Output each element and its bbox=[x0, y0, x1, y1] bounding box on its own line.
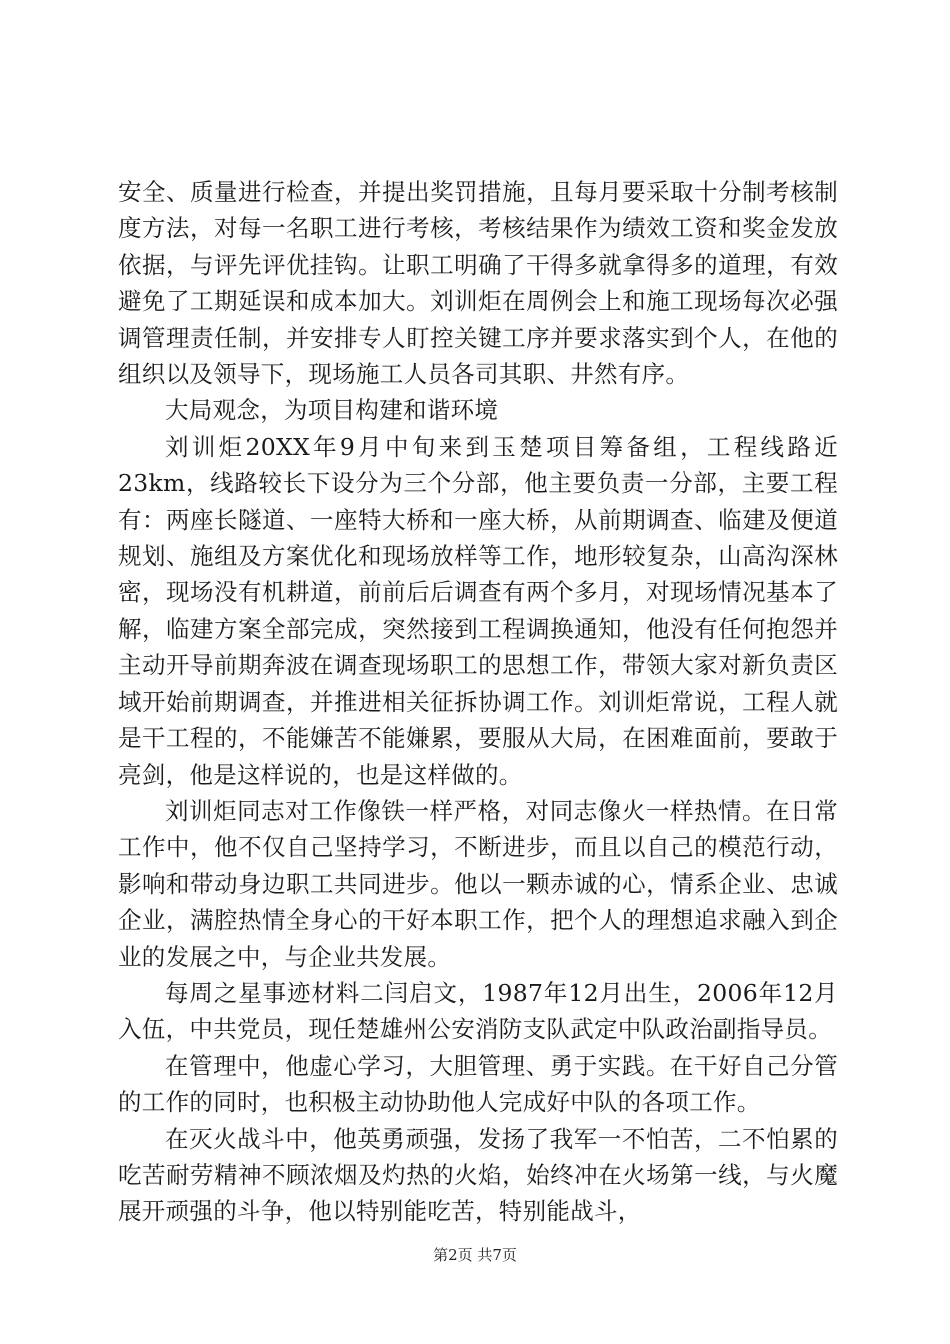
section-heading: 大局观念，为项目构建和谐环境 bbox=[165, 396, 499, 425]
paragraph-2: 刘训炬20XX年9月中旬来到玉楚项目筹备组，工程线路近23km，线路较长下设分为三个分部，他主要负责一分部，主要工程有：两座长隧道、一座特大桥和一座大桥，从前期调查、临建及便道规划、施组及方案优化和现场放样等工作，地形较复杂，山高沟深林密，现场没有机耕道，前前后后调查有两个多月，对现场情况基本了解，临建方案全部完成，突然接到工程调换通知，他没有任何抱怨并主动开导前期奔波在调查现场职工的思想工作，带领大家对新负责区域开始前期调查，并推进相关征拆协调工作。刘训炬常说，工程人就是干工程的，不能嫌苦不能嫌累，要服从大局，在困难面前，要敢于亮剑，他是这样说的，也是这样做的。 bbox=[118, 432, 838, 789]
paragraph-5: 在管理中，他虚心学习，大胆管理、勇于实践。在干好自己分管的工作的同时，也积极主动协助他人完成好中队的各项工作。 bbox=[118, 1051, 838, 1117]
paragraph-6: 在灭火战斗中，他英勇顽强，发扬了我军一不怕苦，二不怕累的吃苦耐劳精神不顾浓烟及灼热的火焰，始终冲在火场第一线，与火魔展开顽强的斗争，他以特别能吃苦，特别能战斗， bbox=[118, 1124, 838, 1226]
paragraph-4: 每周之星事迹材料二闫启文，1987年12月出生，2006年12月入伍，中共党员，现任楚雄州公安消防支队武定中队政治副指导员。 bbox=[118, 978, 838, 1044]
page-footer: 第2页 共7页 bbox=[433, 1246, 517, 1264]
document-body bbox=[118, 174, 838, 1230]
paragraph-3: 刘训炬同志对工作像铁一样严格，对同志像火一样热情。在日常工作中，他不仅自己坚持学习，不断进步，而且以自己的模范行动，影响和带动身边职工共同进步。他以一颗赤诚的心，情系企业、忠诚企业，满腔热情全身心的干好本职工作，把个人的理想追求融入到企业的发展之中，与企业共发展。 bbox=[118, 796, 838, 971]
paragraph-1: 安全、质量进行检查，并提出奖罚措施，且每月要采取十分制考核制度方法，对每一名职工进行考核，考核结果作为绩效工资和奖金发放依据，与评先评优挂钩。让职工明确了干得多就拿得多的道理，有效避免了工期延误和成本加大。刘训炬在周例会上和施工现场每次必强调管理责任制，并安排专人盯控关键工序并要求落实到个人，在他的组织以及领导下，现场施工人员各司其职、井然有序。 bbox=[118, 178, 838, 389]
